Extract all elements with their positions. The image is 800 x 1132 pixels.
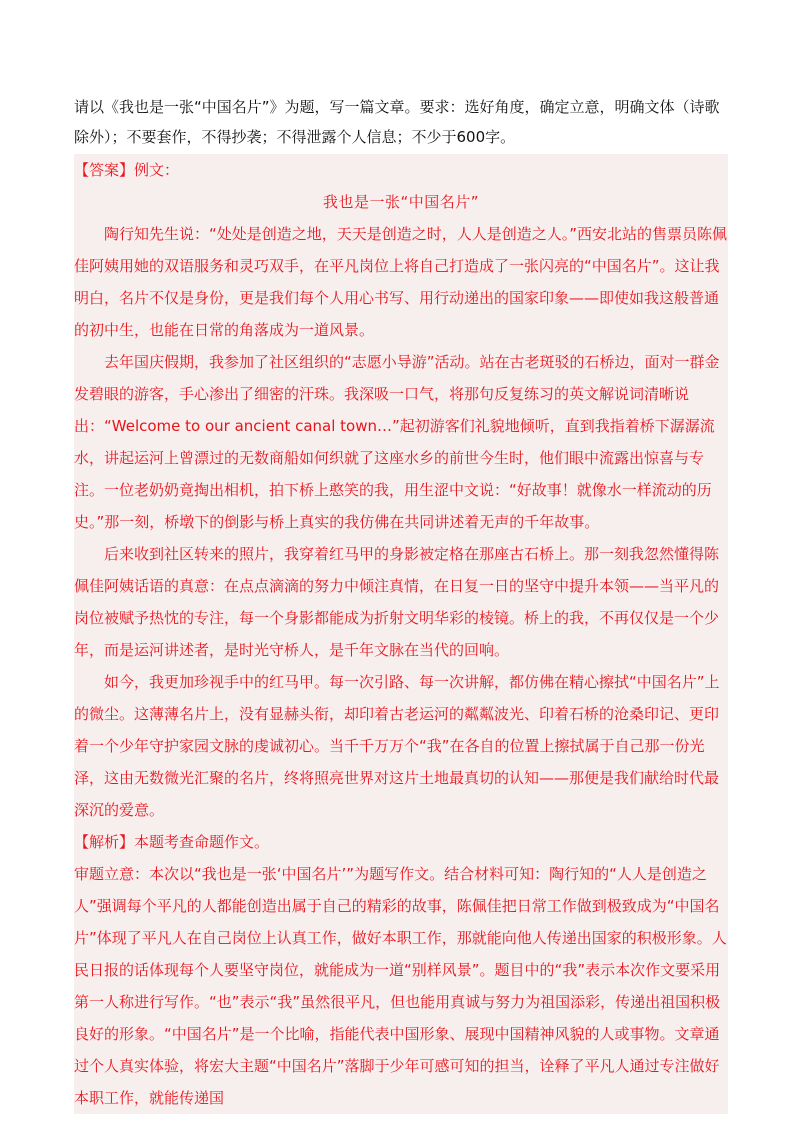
essay-paragraph-2: 去年国庆假期，我参加了社区组织的“志愿小导游”活动。站在古老斑驳的石桥边，面对一群金发碧眼的游客，手心渗出了细密的汗珠。我深吸一口气，将那句反复练习的英文解说词清晰说出：“Welcome to our ancient canal town…”起初游客们礼貌地倾听，直到我指着桥下潺潺流水，讲起运河上曾漂过的无数商船如何织就了这座水乡的前世今生时，他们眼中流露出惊喜与专注。一位老奶奶竟掏出相机，拍下桥上憨笑的我，用生涩中文说：“好故事！就像水一样流动的历史。”那一刻，桥墩下的倒影与桥上真实的我仿佛在共同讲述着无声的千年故事。 [74,353,720,531]
essay-prompt: 请以《我也是一张“中国名片”》为题，写一篇文章。要求：选好角度，确定立意，明确文体（诗歌除外）；不要套作，不得抄袭；不得泄露个人信息；不少于600字。 [74,98,720,146]
answer-section [74,154,728,1114]
analysis-body: 审题立意：本次以“我也是一张‘中国名片’”为题写作文。结合材料可知：陶行知的“人人是创造之人”强调每个平凡的人都能创造出属于自己的精彩的故事，陈佩佳把日常工作做到极致成为“中国名片”体现了平凡人在自己岗位上认真工作，做好本职工作，那就能向他人传递出国家的积极形象。人民日报的话体现每个人要坚守岗位，就能成为一道“别样风景”。题目中的“我”表示本次作文要采用第一人称进行写作。“也”表示“我”虽然很平凡，但也能用真诚与努力为祖国添彩，传递出祖国积极良好的形象。“中国名片”是一个比喻，指能代表中国形象、展现中国精神风貌的人或事物。文章通过个人真实体验，将宏大主题“中国名片”落脚于少年可感可知的担当，诠释了平凡人通过专注做好本职工作，就能传递国 [74,865,727,1107]
analysis-label: 【解析】本题考查命题作文。 [74,833,270,851]
answer-label: 【答案】例文： [74,161,180,179]
essay-paragraph-4: 如今，我更加珍视手中的红马甲。每一次引路、每一次讲解，都仿佛在精心擦拭“中国名片”上的微尘。这薄薄名片上，没有显赫头衔，却印着古老运河的粼粼波光、印着石桥的沧桑印记、更印着一个少年守护家园文脉的虔诚初心。当千千万万个“我”在各自的位置上擦拭属于自己那一份光泽，这由无数微光汇聚的名片，终将照亮世界对这片土地最真切的认知——那便是我们献给时代最深沉的爱意。 [74,673,720,819]
essay-paragraph-3: 后来收到社区转来的照片，我穿着红马甲的身影被定格在那座古石桥上。那一刻我忽然懂得陈佩佳阿姨话语的真意：在点点滴滴的努力中倾注真情，在日复一日的坚守中提升本领——当平凡的岗位被赋予热忱的专注，每一个身影都能成为折射文明华彩的棱镜。桥上的我，不再仅仅是一个少年，而是运河讲述者，是时光守桥人，是千年文脉在当代的回响。 [74,545,720,659]
document-page [74,92,728,1114]
essay-title: 我也是一张“中国名片” [322,193,480,211]
essay-paragraph-1: 陶行知先生说：“处处是创造之地，天天是创造之时，人人是创造之人。”西安北站的售票员陈佩佳阿姨用她的双语服务和灵巧双手，在平凡岗位上将自己打造成了一张闪亮的“中国名片”。这让我明白，名片不仅是身份，更是我们每个人用心书写、用行动递出的国家印象——即使如我这般普通的初中生，也能在日常的角落成为一道风景。 [74,225,728,339]
